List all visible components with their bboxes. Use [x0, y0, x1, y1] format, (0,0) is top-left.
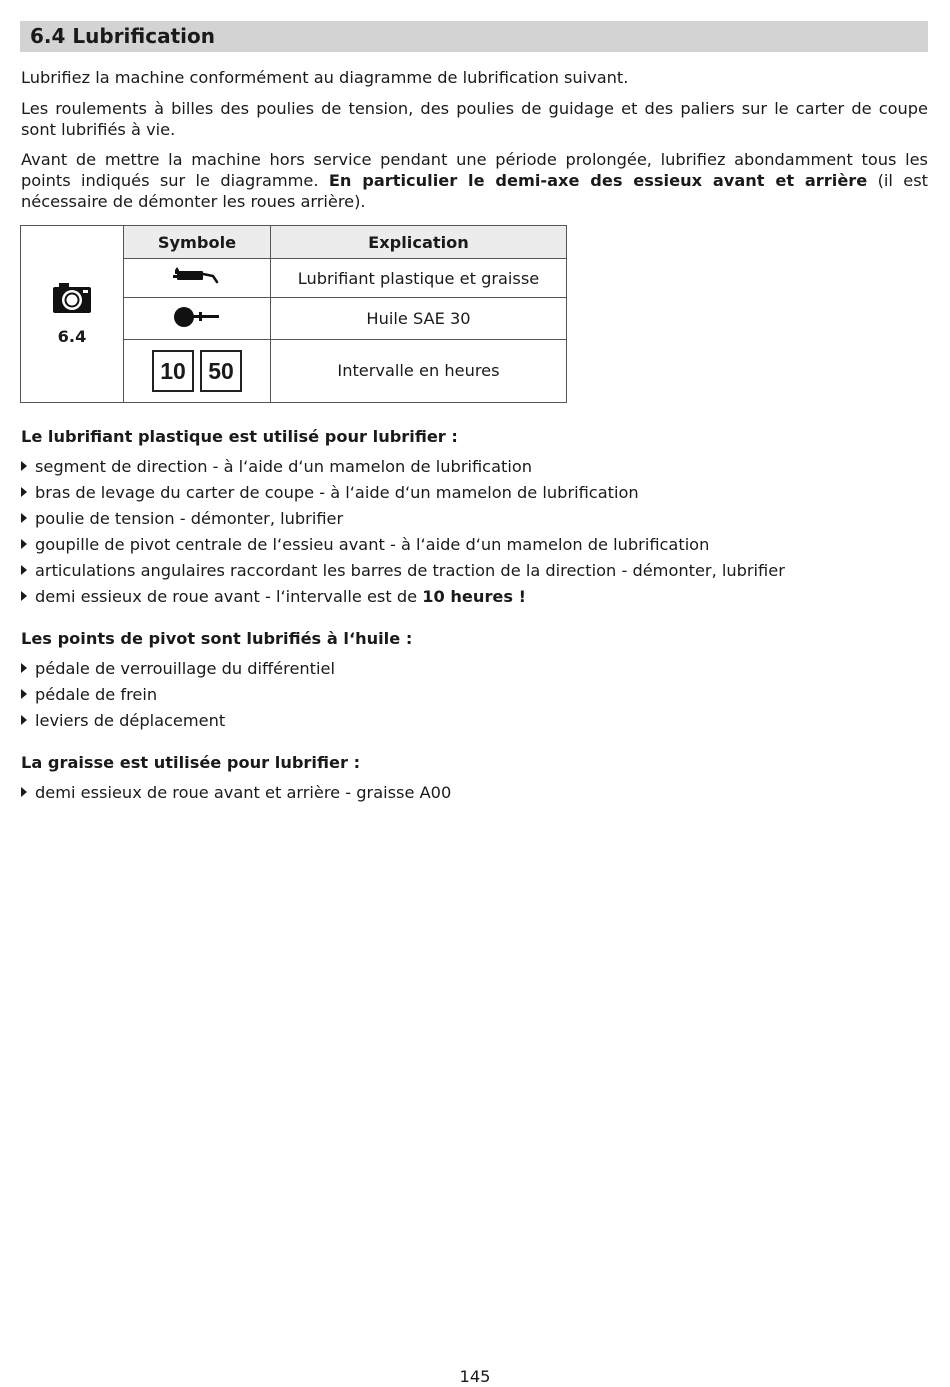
- symbol-cell-interval: [124, 339, 271, 402]
- list-item: demi essieux de roue avant - l‘intervalle est de 10 heures !: [21, 584, 921, 610]
- oil-can-icon: [173, 304, 221, 330]
- symbol-cell-grease: [124, 259, 271, 298]
- intro-paragraph-3: [21, 149, 928, 212]
- intro-paragraph-3-end: (il est nécessaire de démonter les roues arrière).: [21, 171, 928, 211]
- legend-header-row: [21, 226, 567, 259]
- explanation-column-header: Explication: [271, 226, 567, 259]
- bullet-triangle-icon: [21, 787, 27, 797]
- photo-reference-cell: [21, 226, 124, 403]
- list-item: demi essieux de roue avant et arrière - graisse A00: [21, 780, 921, 806]
- symbol-cell-oil: [124, 298, 271, 339]
- lubrication-legend-table: [20, 225, 567, 403]
- list-item: pédale de frein: [21, 682, 921, 708]
- list-item: goupille de pivot centrale de l‘essieu avant - à l‘aide d‘un mamelon de lubrification: [21, 532, 921, 558]
- list-item: pédale de verrouillage du différentiel: [21, 656, 921, 682]
- camera-icon: [53, 283, 91, 313]
- bullet-triangle-icon: [21, 689, 27, 699]
- page-number: 145: [459, 1367, 491, 1386]
- interval-emphasis: 10 heures !: [422, 587, 527, 606]
- plastic-lubricant-list: [21, 454, 921, 610]
- interval-box-10: 10: [152, 350, 194, 392]
- intro-paragraph-3-start: Avant de mettre la machine hors service pendant une période prolongée, lubrifiez abondamment tous les points indiqués sur le diagramme.: [21, 150, 928, 190]
- bullet-triangle-icon: [21, 513, 27, 523]
- explanation-cell-grease: Lubrifiant plastique et graisse: [271, 259, 567, 298]
- bullet-triangle-icon: [21, 663, 27, 673]
- intro-paragraph-3-emphasis: En particulier le demi-axe des essieux avant et arrière: [328, 171, 868, 190]
- list-item: leviers de déplacement: [21, 708, 921, 734]
- pivot-points-list: [21, 656, 921, 734]
- bullet-triangle-icon: [21, 565, 27, 575]
- interval-icon: [149, 357, 245, 384]
- list-item: bras de levage du carter de coupe - à l‘aide d‘un mamelon de lubrification: [21, 480, 921, 506]
- symbol-column-header: Symbole: [124, 226, 271, 259]
- bullet-triangle-icon: [21, 487, 27, 497]
- photo-label: 6.4: [57, 326, 87, 346]
- list-item: poulie de tension - démonter, lubrifier: [21, 506, 921, 532]
- intro-paragraph-2: Les roulements à billes des poulies de tension, des poulies de guidage et des paliers sur le carter de coupe sont lubrifiés à vie.: [21, 99, 928, 139]
- plastic-lubricant-heading: Le lubrifiant plastique est utilisé pour lubrifier :: [21, 427, 458, 446]
- grease-heading: La graisse est utilisée pour lubrifier :: [21, 753, 361, 772]
- bullet-triangle-icon: [21, 539, 27, 549]
- bullet-triangle-icon: [21, 715, 27, 725]
- list-item: segment de direction - à l‘aide d‘un mamelon de lubrification: [21, 454, 921, 480]
- bullet-triangle-icon: [21, 591, 27, 601]
- grease-list: [21, 780, 921, 806]
- pivot-points-heading: Les points de pivot sont lubrifiés à l‘huile :: [21, 629, 413, 648]
- grease-gun-icon: [173, 264, 221, 288]
- list-item: articulations angulaires raccordant les barres de traction de la direction - démonter, lubrifier: [21, 558, 921, 584]
- intro-paragraph-1: Lubrifiez la machine conformément au diagramme de lubrification suivant.: [21, 68, 629, 87]
- interval-box-50: 50: [200, 350, 242, 392]
- explanation-cell-interval: Intervalle en heures: [271, 339, 567, 402]
- section-title: 6.4 Lubrification: [20, 21, 928, 52]
- bullet-triangle-icon: [21, 461, 27, 471]
- explanation-cell-oil: Huile SAE 30: [271, 298, 567, 339]
